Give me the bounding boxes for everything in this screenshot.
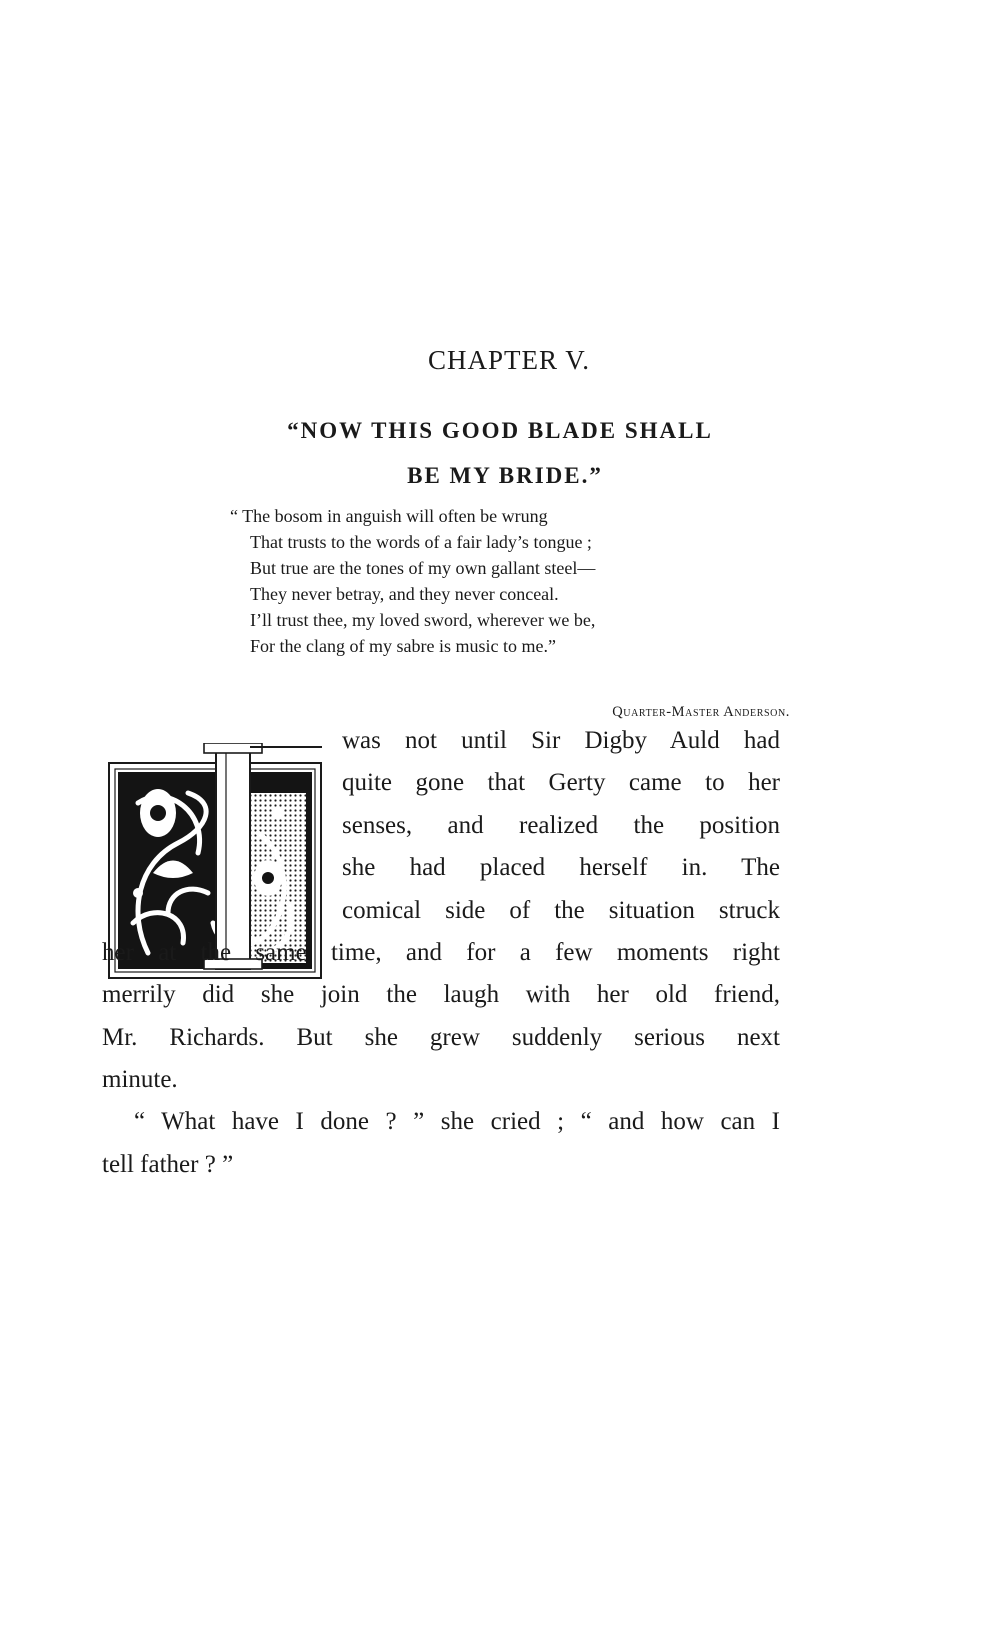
body-line: was not until Sir Digby Auld had	[342, 727, 780, 754]
body-line: “ What have I done ? ” she cried ; “ and how can I	[134, 1108, 780, 1135]
body-line: her at the same time, and for a few moments right	[102, 939, 780, 966]
epigraph-attribution: Quarter-Master Anderson.	[612, 704, 790, 720]
epigraph-line: For the clang of my sabre is music to me.”	[250, 636, 556, 656]
body-line: senses, and realized the position	[342, 812, 780, 839]
body-line: merrily did she join the laugh with her old friend,	[102, 981, 780, 1008]
epigraph-line: They never betray, and they never conceal.	[250, 584, 559, 604]
body-line: she had placed herself in. The	[342, 854, 780, 881]
body-line: comical side of the situation struck	[342, 897, 780, 924]
epigraph-line: I’ll trust thee, my loved sword, wherever we be,	[250, 610, 596, 630]
body-line: Mr. Richards. But she grew suddenly serious next	[102, 1024, 780, 1051]
chapter-title-line-1: “NOW THIS GOOD BLADE SHALL	[287, 418, 713, 443]
body-line: minute.	[102, 1066, 178, 1093]
chapter-number-heading: CHAPTER V.	[427, 345, 591, 375]
body-line: quite gone that Gerty came to her	[342, 769, 780, 796]
body-line: tell father ? ”	[102, 1151, 234, 1178]
epigraph-line: “ The bosom in anguish will often be wrung	[230, 506, 548, 526]
epigraph-line: But true are the tones of my own gallant steel—	[250, 558, 596, 578]
epigraph-line: That trusts to the words of a fair lady’s tongue ;	[250, 532, 592, 552]
chapter-title-line-2: BE MY BRIDE.”	[407, 463, 603, 488]
